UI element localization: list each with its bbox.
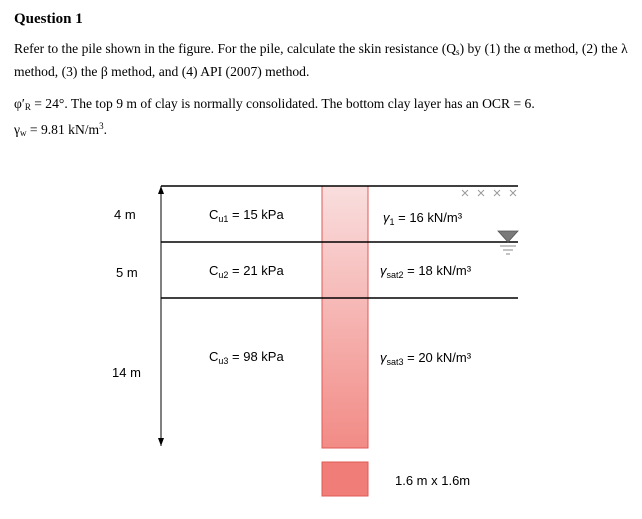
gamma-w-symbol: γ (14, 122, 21, 137)
pile-shaft (322, 186, 368, 448)
gamma-w-text: = 9.81 kN/m (26, 122, 100, 137)
cu-layer-2: $C_{u2} = 21$ kPa (209, 263, 284, 280)
phi-text: = 24°. The top 9 m of clay is normally consolidated. The bottom clay layer has an OCR = 6. (30, 96, 535, 111)
arrow-down-icon (158, 438, 164, 446)
cu-layer-1: $C_{u1} = 15$ kPa (209, 207, 284, 224)
statement-sub: s (456, 47, 460, 57)
statement-part1: Refer to the pile shown in the figure. For the pile, calculate the skin resistance (Q (14, 41, 457, 56)
gamma-layer-1: $\gamma_1 = 16$ kN/m³ (383, 210, 463, 227)
gamma-layer-3: $\gamma_{sat3} = 20$ kN/m³ (380, 350, 472, 367)
phi-symbol: φ′ (14, 96, 25, 111)
cu-layer-3: $C_{u3} = 98$ kPa (209, 349, 284, 366)
thickness-layer-1: 4 m (114, 207, 136, 222)
gamma-w-superscript: 3 (99, 121, 104, 131)
statement-part2: ) by (1) the α method, (2) the λ method, (3) the β method, and (4) API (2007) method. (14, 41, 628, 79)
question-title: Question 1 (14, 11, 83, 27)
pile-cross-section (322, 462, 368, 496)
gamma-layer-2: $\gamma_{sat2} = 18$ kN/m³ (380, 263, 472, 280)
thickness-layer-3: 14 m (112, 365, 141, 380)
thickness-layer-2: 5 m (116, 265, 138, 280)
pile-section-label: 1.6 m x 1.6m (395, 473, 471, 488)
phi-subscript: R (24, 102, 31, 112)
arrow-up-icon (158, 186, 164, 194)
gamma-w-subscript: w (20, 128, 27, 138)
gamma-w-end: . (103, 122, 108, 137)
ground-hatch (462, 190, 516, 196)
